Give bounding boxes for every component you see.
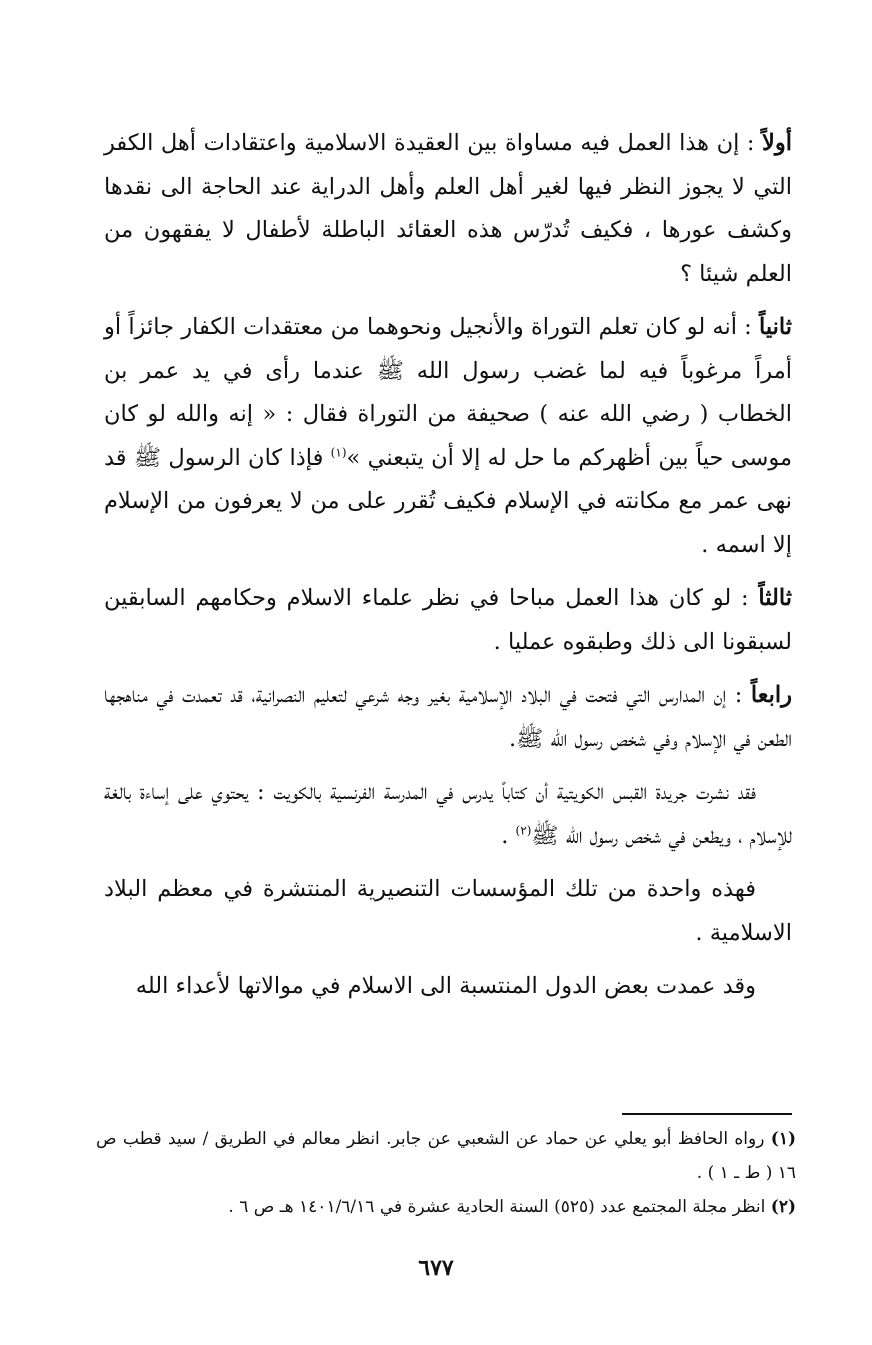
- paragraph-qabas: [104, 771, 792, 858]
- footnotes: [96, 1122, 796, 1224]
- paragraph-text: فقد نشرت جريدة القبس الكويتية أن كتاباً يدرس في المدرسة الفرنسية بالكويت : يحتوي على إساءة بالغة للإسلام ، ويطعن في شخص رسول الله ﷺ: [104, 779, 792, 849]
- footnote-text: انظر مجلة المجتمع عدد (٥٢٥) السنة الحادية عشرة في ١٤٠١/٦/١٦ هـ ص ٦ .: [228, 1197, 771, 1217]
- paragraph-third: [104, 577, 792, 664]
- paragraph-first: [104, 122, 792, 296]
- footnote-1: [96, 1122, 796, 1190]
- page-number: ٦٧٧: [418, 1255, 454, 1281]
- paragraph-fourth: [104, 674, 792, 761]
- footnote-separator: [622, 1113, 792, 1115]
- paragraph-text-after: فإذا كان الرسول ﷺ قد نهى عمر مع مكانته في الإسلام فكيف تُقرر على من لا يعرفون من الإسلام إلا اسمه .: [104, 444, 792, 558]
- paragraph-lead: رابعاً: [750, 682, 792, 708]
- paragraph-text: : أنه لو كان تعلم التوراة والأنجيل ونحوهما من معتقدات الكفار جائزاً أو أمراً مرغوباً فيه لما غضب رسول الله ﷺ عندما رأى في يد عمر بن الخطاب ( رضي الله عنه ) صحيفة من التوراة فقال : « إنه والله لو كان موسى حياً بين أظهركم ما حل له إلا أن يتبعني »: [104, 314, 792, 471]
- paragraph-text: فهذه واحدة من تلك المؤسسات التنصيرية المنتشرة في معظم البلاد الاسلامية .: [104, 876, 792, 946]
- paragraph-institutions: [104, 868, 792, 955]
- footnote-ref: (٢): [515, 823, 532, 837]
- paragraph-second: [104, 306, 792, 567]
- paragraph-text: وقد عمدت بعض الدول المنتسبة الى الاسلام في موالاتها لأعداء الله: [135, 973, 756, 999]
- paragraph-lead: ثالثاً: [758, 585, 792, 611]
- footnote-text: رواه الحافظ أبو يعلي عن حماد عن الشعبي عن جابر. انظر معالم في الطريق / سيد قطب ص ١٦ ( ط ـ ١ ) .: [96, 1129, 796, 1183]
- paragraph-states: [104, 965, 792, 1009]
- paragraph-lead: أولاً: [762, 130, 792, 156]
- paragraph-lead: ثانياً: [758, 314, 792, 340]
- paragraph-text-after: .: [501, 822, 516, 849]
- paragraph-text: : إن المدارس التي فتحت في البلاد الإسلامية بغير وجه شرعي لتعليم النصرانية، قد تعمدت في مناهجها الطعن في الإسلام وفي شخص رسول الله ﷺ.: [104, 682, 792, 752]
- footnote-2: [96, 1190, 796, 1224]
- paragraph-text: : لو كان هذا العمل مباحا في نظر علماء الاسلام وحكامهم السابقين لسبقونا الى ذلك وطبقوه عمليا .: [104, 585, 792, 655]
- main-text: [104, 122, 792, 1019]
- footnote-number: (٢): [770, 1197, 796, 1217]
- paragraph-text: : إن هذا العمل فيه مساواة بين العقيدة الاسلامية واعتقادات أهل الكفر التي لا يجوز النظر فيها لغير أهل العلم وأهل الدراية عند الحاجة الى نقدها وكشف عورها ، فكيف تُدرّس هذه العقائد الباطلة لأطفال لا يفقهون من العلم شيئا ؟: [104, 130, 792, 287]
- footnote-number: (١): [770, 1129, 796, 1149]
- footnote-ref: (١): [330, 445, 347, 459]
